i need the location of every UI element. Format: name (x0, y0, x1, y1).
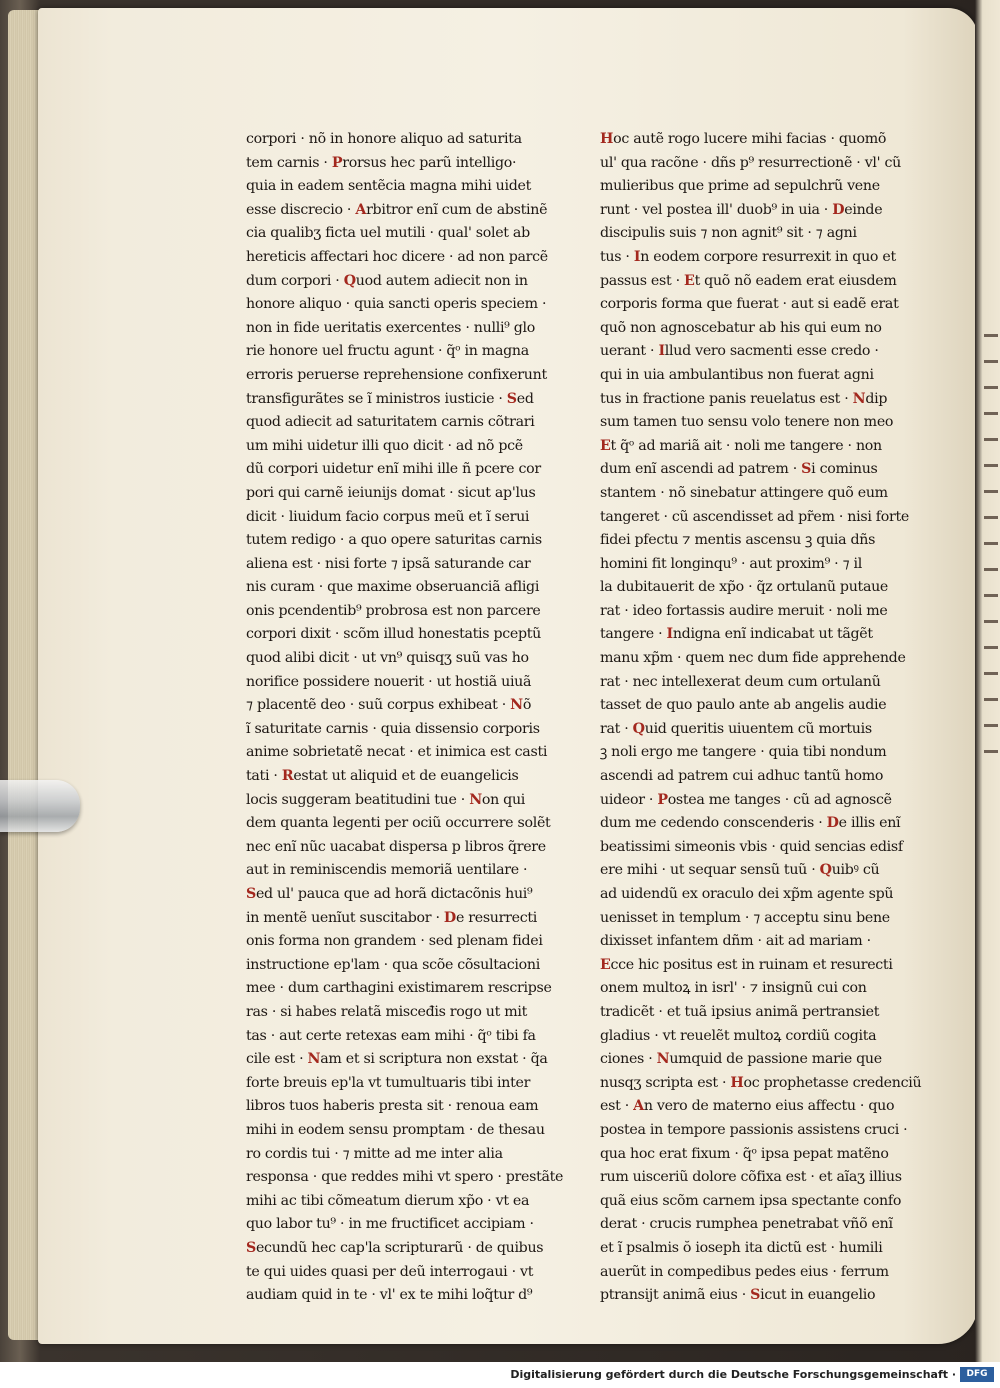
right-line: est · An vero de materno eius affectu · quo (600, 1098, 895, 1115)
left-line: Sed ul' pauca que ad horã dictacõnis hui⁹ (246, 886, 533, 902)
digitization-footer (0, 1362, 1000, 1388)
right-line: auerũt in compedibus pedes eius · ferrum (600, 1263, 889, 1280)
right-line: beatissimi simeonis vbis · quid sencias edisf (600, 838, 903, 855)
right-line: mulieribus que prime ad sepulchrũ vene (600, 178, 880, 195)
left-line: norifice possidere nouerit · ut hostiã uiuã (246, 673, 532, 690)
left-line: anime sobrietatẽ necat · et inimica est casti (246, 744, 548, 761)
left-line: tutem redigo · a quo opere saturitas carnis (246, 532, 542, 549)
left-line: quo labor tu⁹ · in me fructificet accipiam · (246, 1216, 534, 1233)
left-line: aliena est · nisi forte ⁊ ipsã saturande car (246, 555, 531, 572)
left-line: onis pcendentib⁹ probrosa est non parcere (246, 602, 541, 619)
right-line: gladius · vt reuelẽt multoꝝ cordiũ cogita (600, 1027, 877, 1044)
right-line: onem multoꝝ in isrl' · ⁊ insignũ cui con (600, 980, 867, 997)
footer-credit: Digitalisierung gefördert durch die Deutsche Forschungsgemeinschaft · (510, 1368, 956, 1381)
left-line: Secundũ hec cap'la scripturarũ · de quibus (246, 1239, 544, 1256)
right-line: rat · Quid queritis uiuentem cũ mortuis (600, 720, 872, 737)
right-line: Ecce hic positus est in ruinam et resurecti (600, 956, 893, 973)
right-line: et ĩ psalmis ŏ ioseph ita dictũ est · humili (600, 1239, 883, 1256)
left-line: um mihi uidetur illi quo dicit · ad nõ pcẽ (246, 437, 523, 454)
dfg-logo-icon: DFG (960, 1367, 994, 1382)
left-line: dũ corpori uidetur enĩ mihi ille ñ pcere cor (246, 461, 541, 478)
right-line: tasset de quo paulo ante ab angelis audie (600, 697, 887, 714)
left-line: in mentẽ uenĩut suscitabor · De resurrecti (246, 909, 537, 926)
left-line: mihi ac tibi cõmeatum dierum xp̃o · vt ea (246, 1192, 530, 1209)
right-line: dum me cedendo conscenderis · De illis enĩ (600, 815, 901, 832)
page-clip (0, 780, 80, 832)
left-line: tem carnis · Prorsus hec parũ intelligo· (246, 154, 517, 171)
right-line: tus · In eodem corpore resurrexit in quo et (600, 248, 896, 265)
right-line: ad uidendũ ex oraculo dei xp̃m agente spũ (600, 886, 894, 902)
right-line: rum uisceriũ dolore cõfixa est · et aĩaʒ illius (600, 1169, 902, 1186)
right-line: dixisset infantem dñm · ait ad mariam · (600, 933, 871, 950)
right-line: corporis forma que fuerat · aut si eadẽ erat (600, 296, 899, 313)
right-line: ptransijt animã eius · Sicut in euangelio (600, 1287, 876, 1304)
right-line: ꝫ noli ergo me tangere · quia tibi nondum (600, 744, 887, 761)
left-line: corpori dixit · scõm illud honestatis pceptũ (246, 626, 542, 643)
left-line: corpori · nõ in honore aliquo ad saturita (246, 131, 522, 147)
left-line: quod adiecit ad saturitatem carnis cõtrari (246, 414, 535, 431)
left-line: non in fide ueritatis exercentes · nulli⁹ glo (246, 319, 536, 336)
right-line: quõ non agnoscebatur ab his qui eum no (600, 319, 882, 336)
left-line: tas · aut certe retexas eam mihi · q̃ᵒ tibi fa (246, 1027, 536, 1044)
adjacent-page-text (984, 320, 998, 760)
right-line: qua hoc erat fixum · q̃ᵒ ipsa pepat matẽno (600, 1145, 889, 1162)
left-line: mee · dum carthagini existimarem rescripse (246, 980, 552, 997)
left-line: cia qualibʒ ficta uel mutili · qual' solet ab (246, 225, 530, 242)
left-line: libros tuos haberis presta sit · renoua eam (246, 1098, 539, 1115)
left-line: honore aliquo · quia sancti operis speciem · (246, 296, 547, 313)
right-line: ere mihi · ut sequar sensũ tuũ · Quibꝰ cũ (600, 862, 880, 879)
right-line: dum enĩ ascendi ad patrem · Si cominus (600, 461, 878, 478)
left-line: locis suggeram beatitudini tue · Non qui (246, 791, 526, 808)
left-line: responsa · que reddes mihi vt spero · prestãte (246, 1169, 564, 1186)
right-line: tangeret · cũ ascendisset ad pr̃em · nisi forte (600, 508, 909, 525)
right-line: postea in tempore passionis assistens cruci · (600, 1121, 908, 1138)
left-text-column (246, 128, 564, 1308)
left-line: ro cordis tui · ⁊ mitte ad me inter alia (246, 1145, 503, 1162)
right-line: qui in uia ambulantibus non fuerat agni (600, 366, 874, 383)
left-line: ĩ saturitate carnis · quia dissensio corporis (246, 720, 540, 737)
right-line: manu xp̃m · quem nec dum fide apprehende (600, 650, 906, 667)
left-line: audiam quid in te · vl' ex te mihi loq̃tur d⁹ (246, 1287, 533, 1304)
right-line: uerant · Illud vero sacmenti esse credo · (600, 343, 879, 360)
left-line: nec enĩ nũc uacabat dispersa p libros q̃rere (246, 838, 546, 855)
left-line: mihi in eodem sensu promptam · de thesau (246, 1121, 545, 1138)
right-text-column (600, 128, 922, 1308)
right-line: rat · nec intellexerat deum cum ortulanũ (600, 673, 881, 690)
left-line: aut in reminiscendis memoriã uentilare · (246, 862, 528, 879)
left-line: pori qui carnẽ ieiunijs domat · sicut ap'lus (246, 484, 536, 501)
adjacent-page-edge (975, 0, 1000, 1362)
right-line: ciones · Numquid de passione marie que (600, 1051, 882, 1068)
right-line: passus est · Et quõ nõ eadem erat eiusdem (600, 272, 897, 289)
right-line: quã eius scõm carnem ipsa spectante confo (600, 1192, 902, 1209)
right-line: uenisset in templum · ⁊ acceptu sinu bene (600, 909, 890, 926)
left-line: hereticis affectari hoc dicere · ad non parcẽ (246, 248, 548, 265)
right-line: Et q̃ᵒ ad mariã ait · noli me tangere · non (600, 437, 882, 454)
right-line: la dubitauerit de xp̃o · q̃z ortulanũ putaue (600, 579, 889, 596)
left-line: cile est · Nam et si scriptura non exstat · q̃a (246, 1051, 548, 1068)
right-line: Hoc autẽ rogo lucere mihi facias · quomõ (600, 131, 887, 147)
right-line: tradicẽt · et tuã ipsius animã pertransiet (600, 1003, 880, 1020)
right-line: sum tamen tuo sensu volo tenere non meo (600, 414, 894, 431)
right-line: rat · ideo fortassis audire meruit · noli me (600, 602, 888, 619)
right-line: ascendi ad patrem cui adhuc tantũ homo (600, 768, 884, 785)
right-line: stantem · nõ sinebatur attingere quõ eum (600, 484, 888, 501)
left-line: quia in eadem sentẽcia magna mihi uidet (246, 178, 531, 195)
right-line: ul' qua racõne · dñs p⁹ resurrectionẽ · vl' cũ (600, 154, 901, 171)
left-line: tati · Restat ut aliquid et de euangelicis (246, 768, 519, 785)
right-line: tus in fractione panis reuelatus est · Ndip (600, 390, 888, 407)
left-line: esse discrecio · Arbitror enĩ cum de abstinẽ (246, 201, 548, 218)
left-line: forte breuis ep'la vt tumultuaris tibi inter (246, 1074, 531, 1091)
left-line: ras · si habes relatã misceđis rogo ut mit (246, 1003, 528, 1020)
right-line: discipulis suis ⁊ non agnit⁹ sit · ⁊ agni (600, 225, 857, 242)
left-line: te qui uides quasi per deũ interrogaui · vt (246, 1263, 534, 1280)
right-line: homini fit longinqu⁹ · aut proxim⁹ · ⁊ il (600, 555, 863, 572)
right-line: fidei pfectu ⁊ mentis ascensu ꝫ quia dñs (600, 532, 876, 549)
left-line: erroris peruerse reprehensione confixerunt (246, 366, 547, 383)
left-line: onis forma non grandem · sed plenam fidei (246, 933, 543, 950)
left-line: rie honore uel fructu agunt · q̃ᵒ in magna (246, 343, 529, 360)
left-line: instructione ep'lam · qua scõe cõsultacioni (246, 956, 540, 973)
right-line: nusqʒ scripta est · Hoc prophetasse credenciũ (600, 1074, 922, 1091)
left-line: dum corpori · Quod autem adiecit non in (246, 272, 528, 289)
left-line: dem quanta legenti per ociũ occurrere solẽt (246, 815, 551, 832)
left-line: ⁊ placentẽ deo · suũ corpus exhibeat · Nõ (246, 697, 532, 714)
right-line: uideor · Postea me tanges · cũ ad agnoscẽ (600, 791, 892, 808)
left-line: transfigurãtes se ĩ ministros iusticie · Sed (246, 390, 534, 407)
right-line: runt · vel postea ill' duob⁹ in uia · Deinde (600, 201, 883, 218)
right-line: tangere · Indigna enĩ indicabat ut tãgẽt (600, 626, 873, 643)
left-line: dicit · liuidum facio corpus meũ et ĩ serui (246, 508, 530, 525)
left-line: quod alibi dicit · ut vn⁹ quisqʒ suũ vas ho (246, 650, 529, 667)
right-line: derat · crucis rumphea penetrabat vñõ enĩ (600, 1216, 893, 1233)
left-line: nis curam · que maxime obseruanciã afligi (246, 579, 540, 596)
